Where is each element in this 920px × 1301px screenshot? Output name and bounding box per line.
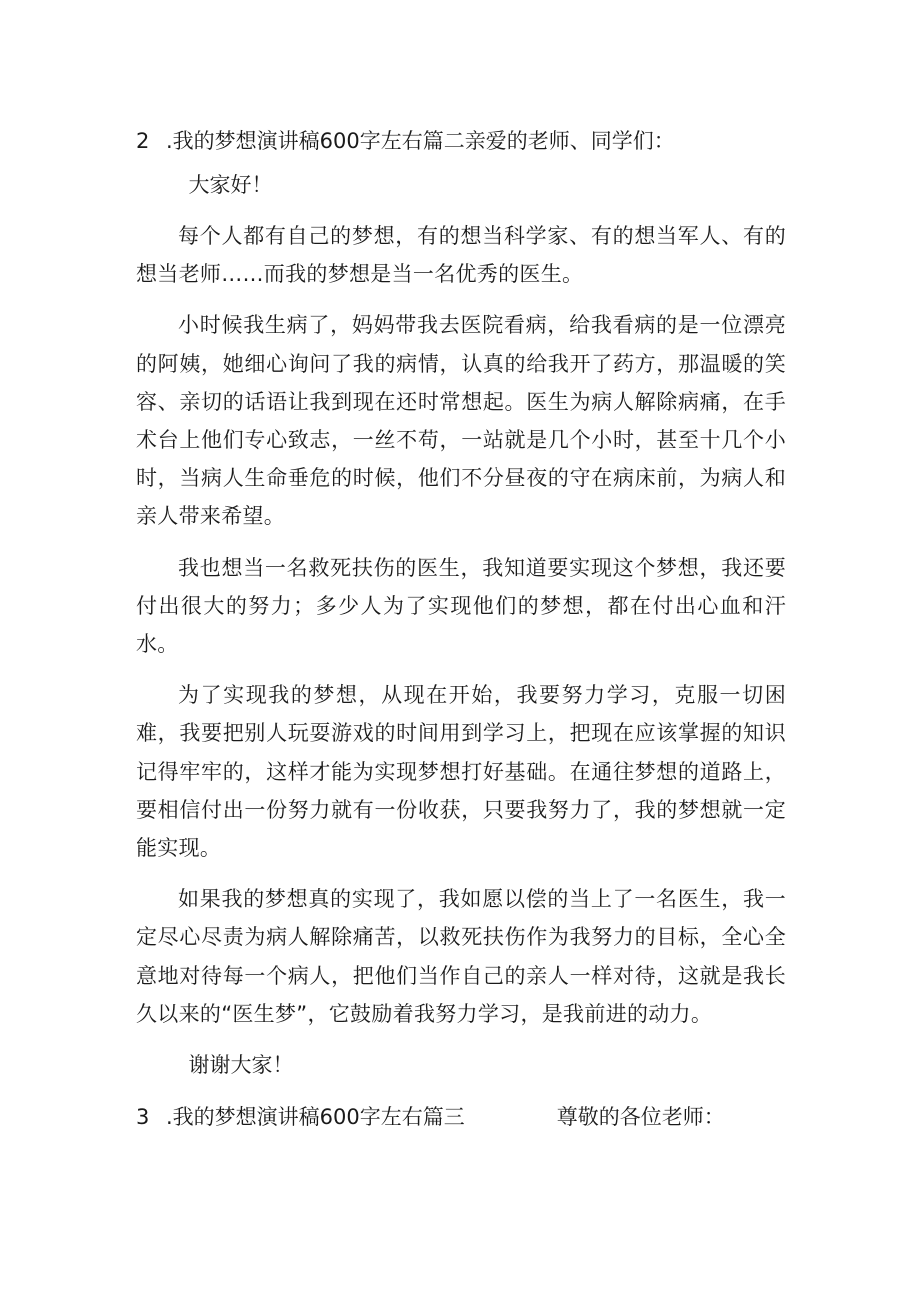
section-3-salutation: 尊敬的各位老师： [556, 1105, 725, 1130]
paragraph-1: 每个人都有自己的梦想，有的想当科学家、有的想当军人、有的想当老师……而我的梦想是当一名优秀的医生。 [136, 224, 786, 287]
closing-line: 谢谢大家！ [188, 1053, 294, 1078]
section-2-title: .我的梦想演讲稿600字左右篇二亲爱的老师、同学们： [166, 129, 675, 153]
document-body [136, 122, 786, 1136]
section-3-number: 3 [136, 1105, 150, 1130]
paragraph-2: 小时候我生病了，妈妈带我去医院看病，给我看病的是一位漂亮的阿姨，她细心询问了我的病情，认真的给我开了药方，那温暖的笑容、亲切的话语让我到现在还时常想起。医生为病人解除病痛，在手术台上他们专心致志，一丝不苟，一站就是几个小时，甚至十几个小时，当病人生命垂危的时候，他们不分昼夜的守在病床前，为病人和亲人带来希望。 [136, 313, 786, 529]
greeting: 大家好！ [188, 173, 273, 197]
paragraph-5: 如果我的梦想真的实现了，我如愿以偿的当上了一名医生，我一定尽心尽责为病人解除痛苦，以救死扶伤作为我努力的目标，全心全意地对待每一个病人，把他们当作自己的亲人一样对待，这就是我长久以来的“医生梦”，它鼓励着我努力学习，是我前进的动力。 [136, 887, 786, 1026]
section-3-title: .我的梦想演讲稿600字左右篇三 [166, 1105, 465, 1130]
paragraph-4: 为了实现我的梦想，从现在开始，我要努力学习，克服一切困难，我要把别人玩耍游戏的时间用到学习上，把现在应该掌握的知识记得牢牢的，这样才能为实现梦想打好基础。在通往梦想的道路上，要相信付出一份努力就有一份收获，只要我努力了，我的梦想就一定能实现。 [136, 683, 786, 861]
paragraph-3: 我也想当一名救死扶伤的医生，我知道要实现这个梦想，我还要付出很大的努力；多少人为了实现他们的梦想，都在付出心血和汗水。 [136, 555, 786, 657]
section-2-number: 2 [136, 129, 150, 153]
section-2-heading [136, 122, 786, 160]
section-3-heading [136, 1098, 786, 1136]
